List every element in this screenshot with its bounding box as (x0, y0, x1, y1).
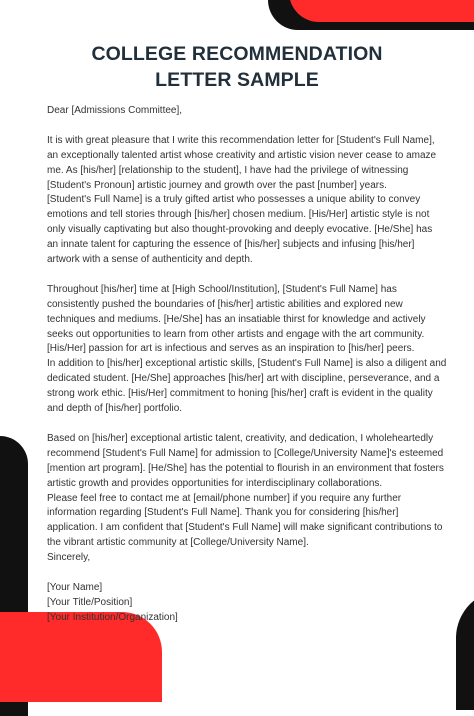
paragraph-1-line: [Student's Pronoun] artistic journey and growth over the past [number] years. (47, 179, 387, 191)
paragraph-2-line: strong work ethic. [His/Her] commitment to honing [his/her] craft is evident in the quality (47, 388, 433, 400)
paragraph-gap (47, 268, 432, 283)
title-line-1: COLLEGE RECOMMENDATION (91, 43, 383, 65)
paragraph-2-line: techniques and mediums. [He/She] has an insatiable thirst for knowledge and actively (47, 313, 426, 325)
paragraph-3-line: application. I am confident that [Student's Full Name] will make significant contributions to (47, 522, 443, 534)
paragraph-3-line: the vibrant artistic community at [College/University Name]. (47, 537, 309, 549)
page-title (0, 41, 474, 93)
paragraph-1-line: artwork with a sense of authenticity and depth. (47, 254, 253, 266)
paragraph-3-line: recommend [Student's Full Name] for admission to [College/University Name]'s esteemed (47, 447, 444, 459)
paragraph-3-line: artistic growth and provides opportunities for interdisciplinary collaborations. (47, 477, 383, 489)
signature-institution: [Your Institution/Organization] (47, 611, 178, 623)
paragraph-2-line: dedicated student. [He/She] approaches [his/her] art with discipline, perseverance, and a (47, 373, 440, 385)
paragraph-2-line: Throughout [his/her] time at [High School/Institution], [Student's Full Name] has (47, 283, 397, 295)
paragraph-gap (47, 566, 432, 581)
corner-decoration-top-red (289, 0, 474, 22)
signature-title: [Your Title/Position] (47, 596, 133, 608)
closing: Sincerely, (47, 552, 91, 564)
paragraph-1-line: me. As [his/her] [relationship to the student], I have had the privilege of witnessing (47, 164, 409, 176)
paragraph-1-line: an exceptionally talented artist whose creativity and artistic vision never cease to amaze (47, 149, 437, 161)
paragraph-3-line: Please feel free to contact me at [email/phone number] if you require any further (47, 492, 402, 504)
paragraph-3-line: information regarding [Student's Full Name]. Thank you for considering [his/her] (47, 507, 399, 519)
paragraph-1-line: [Student's Full Name] is a truly gifted artist who possesses a unique ability to convey (47, 194, 421, 206)
paragraph-gap (47, 417, 432, 432)
corner-decoration-bottom-black (456, 590, 474, 710)
paragraph-1-line: an innate talent for capturing the essence of [his/her] subjects and infusing [his/her] (47, 239, 415, 251)
paragraph-1-line: It is with great pleasure that I write this recommendation letter for [Student's Full Name], (47, 134, 435, 146)
salutation: Dear [Admissions Committee], (47, 105, 183, 116)
title-line-2: LETTER SAMPLE (155, 69, 319, 91)
paragraph-1-line: only visually captivating but also thought-provoking and deeply evocative. [He/She] has (47, 224, 433, 236)
paragraph-3-line: [mention art program]. [He/She] has the potential to flourish in an environment that fosters (47, 462, 444, 474)
paragraph-2-line: [His/Her] passion for art is infectious and serves as an inspiration to [his/her] peers. (47, 343, 415, 355)
paragraph-1-line: emotions and tell stories through [his/her] chosen medium. [His/Her] artistic style is not (47, 209, 430, 221)
paragraph-2-line: In addition to [his/her] exceptional artistic skills, [Student's Full Name] is also a diligent and (47, 358, 447, 370)
paragraph-3-line: Based on [his/her] exceptional artistic talent, creativity, and dedication, I wholeheartedly (47, 432, 434, 444)
paragraph-2-line: consistently pushed the boundaries of [his/her] artistic abilities and explored new (47, 298, 403, 310)
letter-body (47, 104, 447, 626)
signature-name: [Your Name] (47, 581, 103, 593)
paragraph-gap (47, 119, 432, 134)
paragraph-2-line: and depth of [his/her] portfolio. (47, 403, 183, 415)
paragraph-2-line: seeks out opportunities to learn from other artists and engage with the art community. (47, 328, 425, 340)
